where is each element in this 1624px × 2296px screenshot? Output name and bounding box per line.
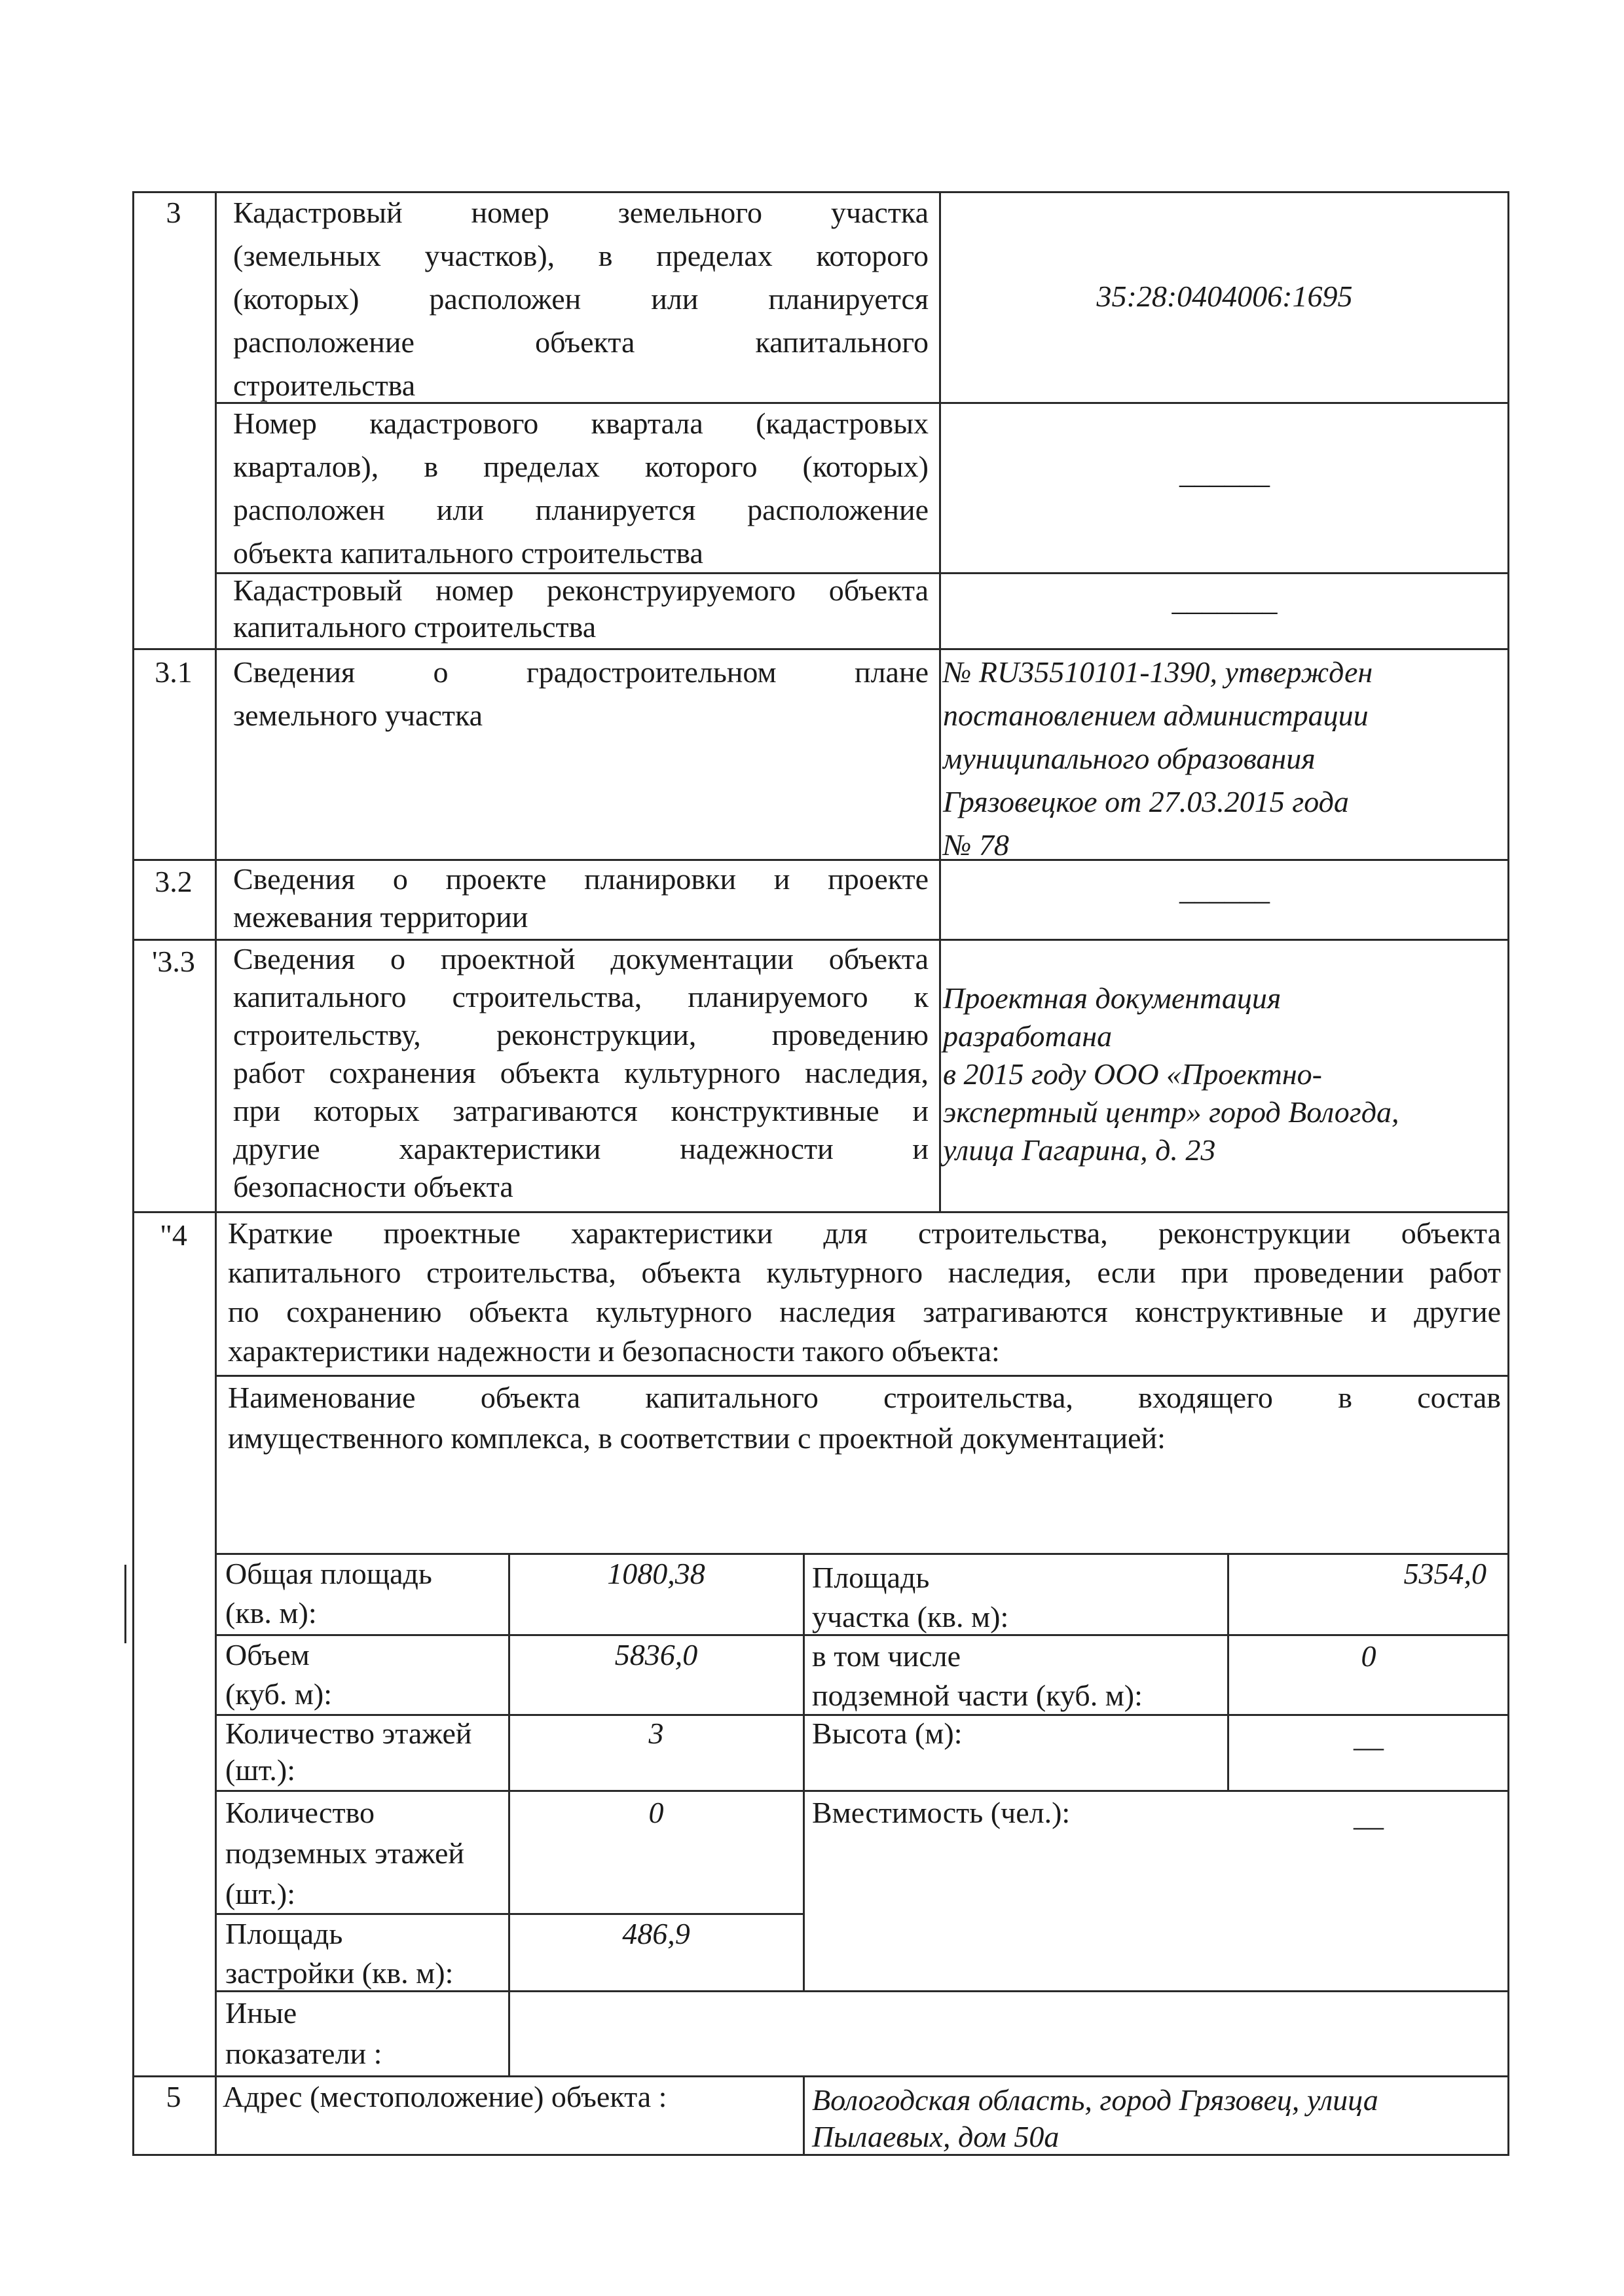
label-line: Сведения о проекте планировки и проекте: [233, 862, 929, 896]
value-line: № RU35510101-1390, утвержден: [943, 655, 1373, 689]
label-line: другие характеристики надежности и: [233, 1132, 929, 1165]
label-line: Сведения о проектной документации объекта: [233, 942, 929, 975]
param-label: подземной части (куб. м):: [812, 1679, 1143, 1712]
param-value: 0: [1361, 1639, 1376, 1673]
label-line: (земельных участков), в пределах которого: [233, 239, 929, 272]
param-label: застройки (кв. м):: [225, 1956, 454, 1990]
value-line: Пылаевых, дом 50а: [812, 2120, 1060, 2153]
label-line: при которых затрагиваются конструктивные и: [233, 1094, 929, 1127]
label-line: работ сохранения объекта культурного наследия,: [233, 1056, 929, 1089]
label-line: Номер кадастрового квартала (кадастровых: [233, 407, 929, 440]
grid-line: [132, 2075, 1509, 2077]
reconstructed-object-label: [233, 572, 929, 646]
param-value: 5354,0: [1403, 1557, 1486, 1590]
param-value: 1080,38: [607, 1557, 705, 1590]
value-line: экспертный центр» город Вологда,: [943, 1095, 1399, 1129]
value-line: Проектная документация: [943, 981, 1282, 1015]
intro-line: по сохранению объекта культурного наследия затрагиваются конструктивные и другие: [228, 1295, 1501, 1328]
param-label: (куб. м):: [225, 1677, 333, 1711]
label-line: Кадастровый номер земельного участка: [233, 196, 929, 229]
grid-line: [803, 1553, 805, 1992]
grid-line: [1507, 191, 1509, 2155]
value-line: Вологодская область, город Грязовец, улица: [812, 2083, 1378, 2117]
grid-line: [508, 1553, 510, 2075]
cadastral-plot-value: 35:28:0404006:1695: [1096, 280, 1353, 313]
value-line: Грязовецкое от 27.03.2015 года: [943, 785, 1349, 818]
planning-project-value: ______: [1179, 873, 1270, 906]
grid-line: [803, 2075, 805, 2155]
param-label: подземных этажей: [225, 1836, 465, 1870]
grid-line: [132, 1211, 1509, 1213]
grid-line: [215, 1375, 1509, 1377]
label-line: капитального строительства, планируемого к: [233, 980, 929, 1013]
project-docs-label: [233, 940, 929, 1206]
row-number: '3.3: [152, 945, 195, 978]
value-line: постановлением администрации: [943, 699, 1369, 732]
param-value: 5836,0: [614, 1638, 698, 1671]
label-line: расположен или планируется расположение: [233, 493, 929, 526]
brief-characteristics-intro: [228, 1214, 1501, 1371]
value-line: № 78: [943, 828, 1009, 862]
param-label: Объем: [225, 1638, 310, 1671]
intro-line: капитального строительства, объекта культурного наследия, если при проведении работ: [228, 1256, 1501, 1289]
row-number: "4: [160, 1218, 187, 1252]
param-value: 3: [648, 1717, 664, 1750]
row-number: 3.1: [155, 655, 193, 689]
grid-line: [1227, 1553, 1229, 1790]
planning-project-label: [233, 860, 929, 936]
label-line: объекта капитального строительства: [233, 536, 703, 570]
param-label: Площадь: [812, 1561, 930, 1594]
address-label: Адрес (местоположение) объекта :: [223, 2080, 667, 2113]
param-label: Количество этажей: [225, 1717, 472, 1750]
reconstructed-object-value: _______: [1172, 583, 1278, 617]
name-line: Наименование объекта капитального строительства, входящего в состав: [228, 1381, 1501, 1414]
row-number: 5: [166, 2080, 181, 2113]
param-value: —: [1354, 1730, 1384, 1763]
label-line: (которых) расположен или планируется: [233, 282, 929, 316]
grid-line: [215, 1790, 1509, 1792]
param-label: Вместимость (чел.):: [812, 1796, 1071, 1829]
cadastral-plot-label: [233, 191, 929, 407]
object-name-label: [228, 1377, 1501, 1459]
cadastral-quarter-label: [233, 402, 929, 575]
gpzu-value: [943, 651, 1506, 867]
address-value: [812, 2082, 1504, 2155]
name-line: имущественного комплекса, в соответствии с проектной документацией:: [228, 1421, 1166, 1455]
value-line: муниципального образования: [943, 742, 1316, 775]
gpzu-label: [233, 651, 929, 737]
label-line: кварталов), в пределах которого (которых): [233, 450, 929, 483]
intro-line: характеристики надежности и безопасности такого объекта:: [228, 1334, 1000, 1368]
param-label: Количество: [225, 1796, 375, 1829]
grid-line: [939, 191, 941, 1212]
param-label: показатели :: [225, 2037, 382, 2070]
label-line: расположение объекта капитального: [233, 325, 929, 359]
param-label: участка (кв. м):: [812, 1600, 1009, 1633]
intro-line: Краткие проектные характеристики для строительства, реконструкции объекта: [228, 1216, 1501, 1250]
param-label: Общая площадь: [225, 1557, 432, 1590]
label-line: строительства: [233, 369, 416, 402]
grid-line: [132, 648, 1509, 650]
param-label: (шт.):: [225, 1753, 295, 1787]
grid-line: [132, 191, 134, 2155]
label-line: Сведения о градостроительном плане: [233, 655, 929, 689]
margin-mark: [124, 1565, 126, 1643]
project-docs-value: [943, 979, 1506, 1169]
value-line: улица Гагарина, д. 23: [943, 1133, 1216, 1167]
row-number: 3.2: [155, 865, 193, 898]
grid-line: [215, 191, 217, 2155]
value-line: разработана: [943, 1019, 1113, 1053]
row-number: 3: [166, 196, 181, 229]
label-line: строительству, реконструкции, проведению: [233, 1018, 929, 1051]
param-value: 486,9: [622, 1917, 690, 1950]
param-value: 0: [648, 1796, 664, 1829]
label-line: земельного участка: [233, 699, 483, 732]
value-line: в 2015 году ООО «Проектно-: [943, 1057, 1322, 1091]
param-label: (шт.):: [225, 1877, 295, 1910]
param-label: Площадь: [225, 1917, 343, 1950]
param-label: Иные: [225, 1996, 297, 2030]
param-label: (кв. м):: [225, 1596, 317, 1630]
label-line: межевания территории: [233, 900, 528, 934]
label-line: безопасности объекта: [233, 1170, 513, 1203]
param-label: в том числе: [812, 1639, 961, 1673]
param-label: Высота (м):: [812, 1717, 963, 1750]
label-line: Кадастровый номер реконструируемого объекта: [233, 574, 929, 607]
param-value: —: [1354, 1809, 1384, 1842]
cadastral-quarter-value: ______: [1179, 456, 1270, 490]
label-line: капитального строительства: [233, 610, 597, 644]
